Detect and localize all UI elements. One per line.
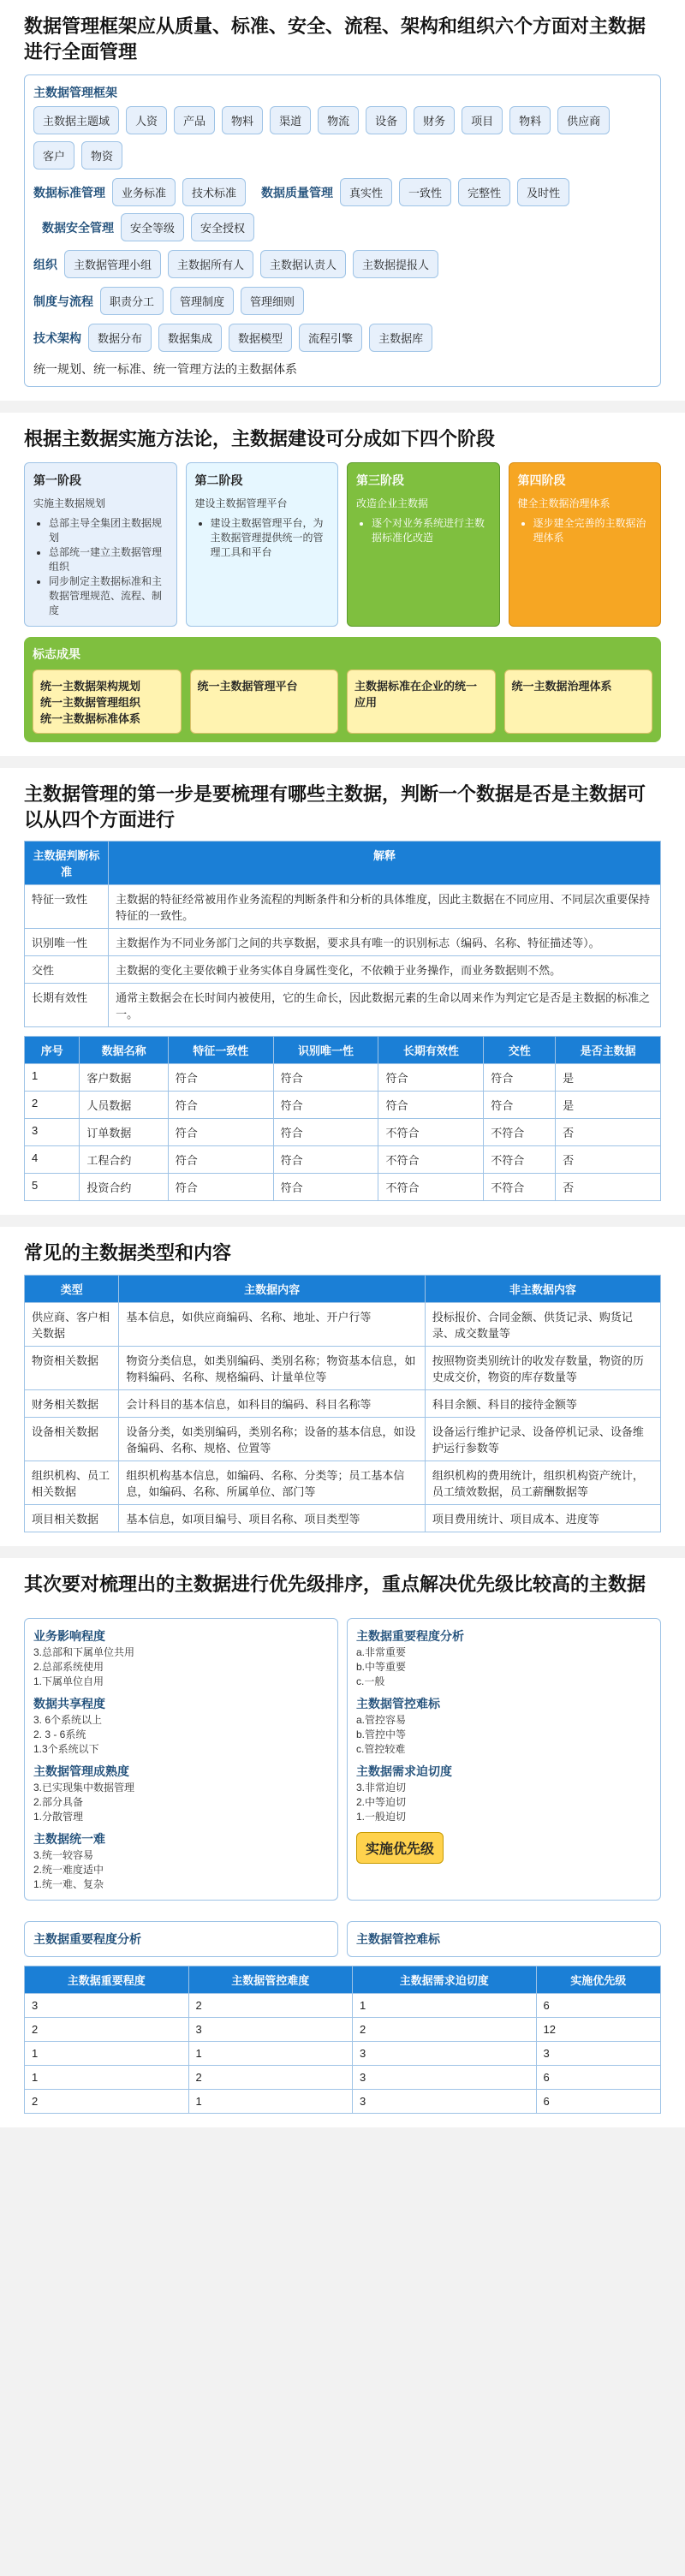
priority-table [24, 1966, 661, 2114]
types-r4c0: 组织机构、员工相关数据 [25, 1461, 119, 1505]
check-r3c1: 工程合约 [80, 1146, 168, 1174]
quality-item-1: 一致性 [399, 178, 451, 206]
results-box [24, 637, 661, 742]
factor-0-note-0: 3.总部和下属单位共用 [33, 1645, 135, 1658]
check-r1c1: 人员数据 [80, 1092, 168, 1119]
check-r2c4: 不符合 [378, 1119, 484, 1146]
phase-3-subtitle: 改造企业主数据 [356, 497, 429, 510]
tech-label: 技术架构 [33, 330, 81, 345]
check-r2c3: 符合 [273, 1119, 378, 1146]
table-row [25, 1505, 661, 1532]
priority-r0c0: 3 [25, 1993, 189, 2017]
check-h5: 交性 [484, 1037, 556, 1064]
priority-r4c2: 3 [353, 2089, 537, 2113]
types-r4c1: 组织机构基本信息，如编码、名称、分类等；员工基本信息，如编码、名称、所属单位、部门等 [119, 1461, 425, 1505]
quality-mgmt-label: 数据质量管理 [261, 185, 334, 199]
phase-3-name: 第三阶段 [356, 473, 404, 488]
priority-r3c0: 1 [25, 2065, 189, 2089]
analysis-1-label: 主数据管控难标 [356, 1696, 440, 1710]
priority-r2c1: 1 [188, 2041, 353, 2065]
phase-4 [509, 462, 662, 627]
tech-item-2: 数据模型 [229, 324, 292, 352]
results-title: 标志成果 [33, 647, 80, 662]
check-r4c5: 不符合 [484, 1174, 556, 1201]
table-row [25, 1092, 661, 1119]
check-r2c2: 符合 [168, 1119, 273, 1146]
page-3-title: 主数据管理的第一步是要梳理有哪些主数据，判断一个数据是否是主数据可以从四个方面进行 [24, 783, 646, 830]
check-r1c5: 符合 [484, 1092, 556, 1119]
phase-2 [186, 462, 339, 627]
panel-1-title: 主数据重要程度分析 [33, 1931, 141, 1946]
check-r2c0: 3 [25, 1119, 80, 1146]
criteria-r2c0: 交性 [25, 956, 109, 984]
check-r2c1: 订单数据 [80, 1119, 168, 1146]
types-r1c2: 按照物资类别统计的收发存数量，物资的历史成交价，物资的库存数量等 [425, 1347, 660, 1390]
criteria-h1: 解释 [109, 842, 661, 885]
factor-0-label: 业务影响程度 [33, 1628, 105, 1643]
check-h3: 识别唯一性 [273, 1037, 378, 1064]
quality-item-3: 及时性 [517, 178, 569, 206]
org-item-1: 主数据所有人 [168, 250, 253, 278]
phase-4-bullet-0: • 逐步建全完善的主数据治理体系 [533, 515, 652, 544]
result-1-line-2: 统一主数据标准体系 [40, 712, 141, 726]
types-table [24, 1275, 661, 1532]
check-r1c2: 符合 [168, 1092, 273, 1119]
domain-label: 主数据主题域 [33, 106, 119, 134]
check-h2: 特征一致性 [168, 1037, 273, 1064]
criteria-r0c0: 特征一致性 [25, 885, 109, 929]
result-1 [33, 669, 182, 734]
analysis-0-note-2: c.一般 [356, 1675, 385, 1687]
analysis-0-note-1: b.中等重要 [356, 1660, 407, 1673]
analysis-1-note-1: b.管控中等 [356, 1728, 407, 1740]
domain-7: 项目 [462, 106, 503, 134]
criteria-table [24, 841, 661, 1027]
domain-8: 物料 [509, 106, 551, 134]
analysis-2-label: 主数据需求迫切度 [356, 1764, 452, 1778]
framework-title: 主数据管理框架 [33, 86, 117, 100]
phase-4-subtitle: 健全主数据治理体系 [517, 497, 611, 510]
phase-grid [24, 462, 661, 627]
priority-r2c0: 1 [25, 2041, 189, 2065]
priority-r2c2: 3 [353, 2041, 537, 2065]
check-r0c6: 是 [556, 1064, 661, 1092]
factor-1-note-1: 2. 3 - 6系统 [33, 1728, 86, 1740]
analysis-0-label: 主数据重要程度分析 [356, 1628, 464, 1643]
priority-r4c0: 2 [25, 2089, 189, 2113]
table-row [25, 2065, 661, 2089]
types-r3c0: 设备相关数据 [25, 1418, 119, 1461]
org-item-2: 主数据认责人 [260, 250, 346, 278]
types-r0c0: 供应商、客户相关数据 [25, 1303, 119, 1347]
priority-r3c3: 6 [536, 2065, 660, 2089]
factor-1-note-2: 1.3个系统以下 [33, 1742, 99, 1755]
priority-r1c2: 2 [353, 2017, 537, 2041]
types-h2: 非主数据内容 [425, 1276, 660, 1303]
tech-item-3: 流程引擎 [299, 324, 362, 352]
priority-r1c1: 3 [188, 2017, 353, 2041]
factor-0-note-1: 2.总部系统使用 [33, 1660, 104, 1673]
result-1-line-0: 统一主数据架构规划 [40, 680, 141, 693]
phase-1-subtitle: 实施主数据规划 [33, 497, 106, 510]
table-row [25, 1146, 661, 1174]
criteria-r3c0: 长期有效性 [25, 984, 109, 1027]
criteria-r1c1: 主数据作为不同业务部门之间的共享数据，要求具有唯一的识别标志（编码、名称、特征描述等）。 [109, 929, 661, 956]
check-r3c0: 4 [25, 1146, 80, 1174]
domain-1: 产品 [174, 106, 215, 134]
standard-mgmt-label: 数据标准管理 [33, 185, 105, 199]
check-r1c3: 符合 [273, 1092, 378, 1119]
page-1 [0, 0, 685, 401]
phase-2-subtitle: 建设主数据管理平台 [194, 497, 288, 510]
check-r4c3: 符合 [273, 1174, 378, 1201]
process-item-0: 职责分工 [100, 287, 164, 315]
results-grid [33, 669, 652, 734]
check-r0c0: 1 [25, 1064, 80, 1092]
check-r3c5: 不符合 [484, 1146, 556, 1174]
result-2 [190, 669, 339, 734]
check-r2c5: 不符合 [484, 1119, 556, 1146]
criteria-r1c0: 识别唯一性 [25, 929, 109, 956]
phase-3-bullet-0: • 逐个对业务系统进行主数据标准化改造 [372, 515, 491, 544]
domain-6: 财务 [414, 106, 455, 134]
check-h6: 是否主数据 [556, 1037, 661, 1064]
phase-1-bullet-1: • 总部统一建立主数据管理组织 [49, 544, 168, 574]
analysis-0-note-0: a.非常重要 [356, 1645, 407, 1658]
quality-item-0: 真实性 [340, 178, 392, 206]
types-r1c0: 物资相关数据 [25, 1347, 119, 1390]
factor-2-note-0: 3.已实现集中数据管理 [33, 1781, 135, 1794]
check-r1c4: 符合 [378, 1092, 484, 1119]
factor-1-note-0: 3. 6个系统以上 [33, 1713, 103, 1726]
table-row [25, 1119, 661, 1146]
standard-item-1: 技术标准 [182, 178, 246, 206]
phase-3 [347, 462, 500, 627]
factor-2-note-1: 2.部分具备 [33, 1795, 84, 1808]
criteria-row [25, 956, 661, 984]
factors-box [24, 1618, 338, 1901]
priority-r0c2: 1 [353, 1993, 537, 2017]
types-r0c1: 基本信息，如供应商编码、名称、地址、开户行等 [119, 1303, 425, 1347]
criteria-row [25, 984, 661, 1027]
table-row [25, 2089, 661, 2113]
result-2-line-0: 统一主数据管理平台 [197, 680, 298, 693]
check-r0c4: 符合 [378, 1064, 484, 1092]
table-row [25, 1347, 661, 1390]
priority-h3: 实施优先级 [536, 1966, 660, 1993]
table-row [25, 2017, 661, 2041]
page-2 [0, 413, 685, 756]
check-r0c1: 客户数据 [80, 1064, 168, 1092]
criteria-r2c1: 主数据的变化主要依赖于业务实体自身属性变化，不依赖于业务操作，而业务数据则不然。 [109, 956, 661, 984]
process-item-2: 管理细则 [241, 287, 304, 315]
table-row [25, 1993, 661, 2017]
priority-r2c3: 3 [536, 2041, 660, 2065]
table-row [25, 1303, 661, 1347]
factor-2-note-2: 1.分散管理 [33, 1810, 84, 1823]
priority-h1: 主数据管控难度 [188, 1966, 353, 1993]
tech-item-1: 数据集成 [158, 324, 222, 352]
priority-r1c3: 12 [536, 2017, 660, 2041]
quality-item-2: 完整性 [458, 178, 510, 206]
types-r0c2: 投标报价、合同金额、供货记录、购货记录、成交数量等 [425, 1303, 660, 1347]
priority-r0c3: 6 [536, 1993, 660, 2017]
factor-3-note-1: 2.统一难度适中 [33, 1863, 104, 1876]
check-r4c6: 否 [556, 1174, 661, 1201]
phase-1 [24, 462, 177, 627]
types-r2c0: 财务相关数据 [25, 1390, 119, 1418]
criteria-r0c1: 主数据的特征经常被用作业务流程的判断条件和分析的具体维度，因此主数据在不同应用、不同层次重要保持特征的一致性。 [109, 885, 661, 929]
check-r0c2: 符合 [168, 1064, 273, 1092]
priority-h0: 主数据重要程度 [25, 1966, 189, 1993]
result-4-line-0: 统一主数据治理体系 [511, 680, 612, 693]
check-r3c3: 符合 [273, 1146, 378, 1174]
security-item-1: 安全授权 [191, 213, 254, 241]
analysis-box [347, 1618, 661, 1901]
types-r4c2: 组织机构的费用统计，组织机构资产统计，员工绩效数据，员工薪酬数据等 [425, 1461, 660, 1505]
priority-r3c2: 3 [353, 2065, 537, 2089]
domain-5: 设备 [366, 106, 407, 134]
domain-3: 渠道 [270, 106, 311, 134]
types-r3c1: 设备分类，如类别编码，类别名称；设备的基本信息，如设备编码、名称、规格、位置等 [119, 1418, 425, 1461]
result-3 [347, 669, 496, 734]
page-4-title: 常见的主数据类型和内容 [24, 1242, 232, 1264]
check-r2c6: 否 [556, 1119, 661, 1146]
phase-2-bullet-0: • 建设主数据管理平台，为主数据管理提供统一的管理工具和平台 [211, 515, 330, 559]
tech-item-0: 数据分布 [88, 324, 152, 352]
result-3-line-0: 主数据标准在企业的统一应用 [354, 680, 478, 710]
analysis-1-note-2: c.管控较难 [356, 1742, 406, 1755]
priority-r4c1: 1 [188, 2089, 353, 2113]
factor-1-label: 数据共享程度 [33, 1696, 105, 1710]
phase-4-name: 第四阶段 [517, 473, 566, 488]
domain-10: 客户 [33, 141, 74, 170]
factor-3-note-2: 1.统一难、复杂 [33, 1877, 104, 1890]
domain-4: 物流 [318, 106, 359, 134]
types-r5c2: 项目费用统计、项目成本、进度等 [425, 1505, 660, 1532]
check-h4: 长期有效性 [378, 1037, 484, 1064]
page-3 [0, 768, 685, 1215]
tech-item-4: 主数据库 [369, 324, 432, 352]
result-4 [504, 669, 653, 734]
page-4 [0, 1227, 685, 1546]
analysis-2-note-1: 2.中等迫切 [356, 1795, 407, 1808]
check-table [24, 1036, 661, 1201]
table-row [25, 1390, 661, 1418]
table-row [25, 2041, 661, 2065]
priority-h2: 主数据需求迫切度 [353, 1966, 537, 1993]
check-r3c4: 不符合 [378, 1146, 484, 1174]
analysis-1-note-0: a.管控容易 [356, 1713, 407, 1726]
table-row [25, 1064, 661, 1092]
check-r1c0: 2 [25, 1092, 80, 1119]
factor-0-note-2: 1.下属单位自用 [33, 1675, 104, 1687]
check-r0c5: 符合 [484, 1064, 556, 1092]
org-item-0: 主数据管理小组 [64, 250, 161, 278]
org-item-3: 主数据提报人 [353, 250, 438, 278]
phase-1-name: 第一阶段 [33, 473, 81, 488]
check-r4c0: 5 [25, 1174, 80, 1201]
process-label: 制度与流程 [33, 294, 93, 308]
security-item-0: 安全等级 [121, 213, 184, 241]
types-r2c1: 会计科目的基本信息，如科目的编码、科目名称等 [119, 1390, 425, 1418]
criteria-h0: 主数据判断标准 [25, 842, 109, 885]
org-label: 组织 [33, 257, 57, 271]
page-5-title: 其次要对梳理出的主数据进行优先级排序，重点解决优先级比较高的主数据 [24, 1574, 646, 1596]
check-r4c4: 不符合 [378, 1174, 484, 1201]
table-row [25, 1174, 661, 1201]
check-h0: 序号 [25, 1037, 80, 1064]
result-1-line-1: 统一主数据管理组织 [40, 696, 141, 710]
check-h1: 数据名称 [80, 1037, 168, 1064]
framework-box [24, 74, 661, 387]
phase-1-bullet-0: • 总部主导全集团主数据规划 [49, 515, 168, 544]
criteria-row [25, 885, 661, 929]
domain-0: 人资 [126, 106, 167, 134]
domain-11: 物资 [81, 141, 122, 170]
page-2-title: 根据主数据实施方法论，主数据建设可分成如下四个阶段 [24, 428, 496, 450]
check-r0c3: 符合 [273, 1064, 378, 1092]
table-row [25, 1418, 661, 1461]
check-r3c6: 否 [556, 1146, 661, 1174]
priority-r1c0: 2 [25, 2017, 189, 2041]
security-mgmt-label: 数据安全管理 [42, 220, 114, 235]
panel-1 [24, 1921, 338, 1957]
analysis-2-note-0: 3.非常迫切 [356, 1781, 407, 1794]
criteria-r3c1: 通常主数据会在长时间内被使用，它的生命长，因此数据元素的生命以周来作为判定它是否是主数据的标准之一。 [109, 984, 661, 1027]
priority-r4c3: 6 [536, 2089, 660, 2113]
criteria-row [25, 929, 661, 956]
types-r5c0: 项目相关数据 [25, 1505, 119, 1532]
priority-r0c1: 2 [188, 1993, 353, 2017]
types-r1c1: 物资分类信息，如类别编码、类别名称；物资基本信息，如物料编码、名称、规格编码、计量单位等 [119, 1347, 425, 1390]
priority-r3c1: 2 [188, 2065, 353, 2089]
types-h0: 类型 [25, 1276, 119, 1303]
result-label: 实施优先级 [356, 1832, 444, 1864]
types-h1: 主数据内容 [119, 1276, 425, 1303]
factor-3-label: 主数据统一难 [33, 1831, 105, 1846]
types-r5c1: 基本信息，如项目编号、项目名称、项目类型等 [119, 1505, 425, 1532]
page-1-title: 数据管理框架应从质量、标准、安全、流程、架构和组织六个方面对主数据进行全面管理 [24, 15, 646, 62]
domain-2: 物料 [222, 106, 263, 134]
table-row [25, 1461, 661, 1505]
priority-flow [24, 1608, 661, 1901]
phase-1-bullet-2: • 同步制定主数据标准和主数据管理规范、流程、制度 [49, 574, 168, 617]
check-r4c1: 投资合约 [80, 1174, 168, 1201]
check-r1c6: 是 [556, 1092, 661, 1119]
types-r2c2: 科目余额、科目的接待金额等 [425, 1390, 660, 1418]
check-r4c2: 符合 [168, 1174, 273, 1201]
check-r3c2: 符合 [168, 1146, 273, 1174]
panel-2 [347, 1921, 661, 1957]
domain-9: 供应商 [557, 106, 610, 134]
types-r3c2: 设备运行维护记录、设备停机记录、设备维护运行参数等 [425, 1418, 660, 1461]
standard-item-0: 业务标准 [112, 178, 176, 206]
factor-3-note-0: 3.统一较容易 [33, 1848, 94, 1861]
page-5 [0, 1558, 685, 2127]
phase-2-name: 第二阶段 [194, 473, 243, 488]
panel-2-title: 主数据管控难标 [356, 1931, 440, 1946]
process-item-1: 管理制度 [170, 287, 234, 315]
right-text: 统一规划、统一标准、统一管理方法的主数据体系 [33, 362, 297, 377]
factor-2-label: 主数据管理成熟度 [33, 1764, 129, 1778]
analysis-2-note-2: 1.一般迫切 [356, 1810, 407, 1823]
